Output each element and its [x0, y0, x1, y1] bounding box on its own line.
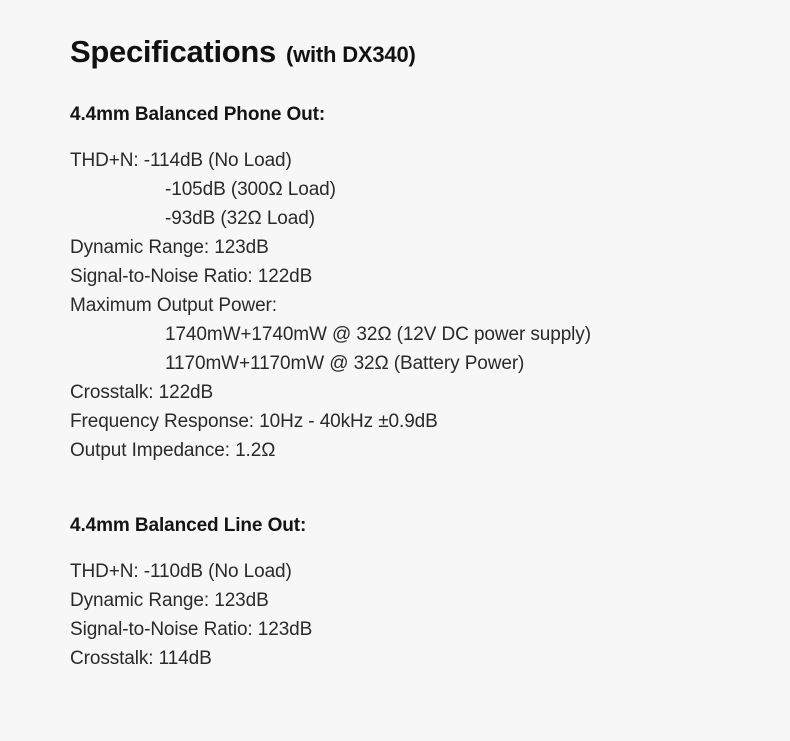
- spec-line: Dynamic Range: 123dB: [70, 590, 269, 611]
- spec-line: Signal-to-Noise Ratio: 123dB: [70, 619, 313, 640]
- section-divider: [70, 475, 750, 515]
- page-title-subtitle: (with DX340): [285, 42, 416, 67]
- spec-line: Signal-to-Noise Ratio: 122dB: [70, 266, 313, 287]
- spec-line: THD+N: -110dB (No Load): [70, 561, 292, 582]
- spec-line: 1740mW+1740mW @ 32Ω (12V DC power supply): [165, 324, 591, 345]
- spec-line: Crosstalk: 122dB: [70, 382, 214, 403]
- section-phone-out: [70, 104, 750, 465]
- section-heading: 4.4mm Balanced Phone Out:: [70, 104, 326, 125]
- spec-line: -105dB (300Ω Load): [165, 179, 336, 200]
- spec-line: -93dB (32Ω Load): [165, 208, 315, 229]
- spec-line: THD+N: -114dB (No Load): [70, 150, 292, 171]
- spec-line: Maximum Output Power:: [70, 295, 277, 316]
- section-heading: 4.4mm Balanced Line Out:: [70, 515, 307, 536]
- spec-line: Frequency Response: 10Hz - 40kHz ±0.9dB: [70, 411, 438, 432]
- page-title: [70, 34, 750, 70]
- page-title-main: Specifications: [70, 34, 276, 69]
- spec-line: Crosstalk: 114dB: [70, 648, 212, 669]
- spec-line: Dynamic Range: 123dB: [70, 237, 269, 258]
- spec-line: 1170mW+1170mW @ 32Ω (Battery Power): [165, 353, 525, 374]
- spec-line: Output Impedance: 1.2Ω: [70, 440, 276, 461]
- section-line-out: [70, 515, 750, 673]
